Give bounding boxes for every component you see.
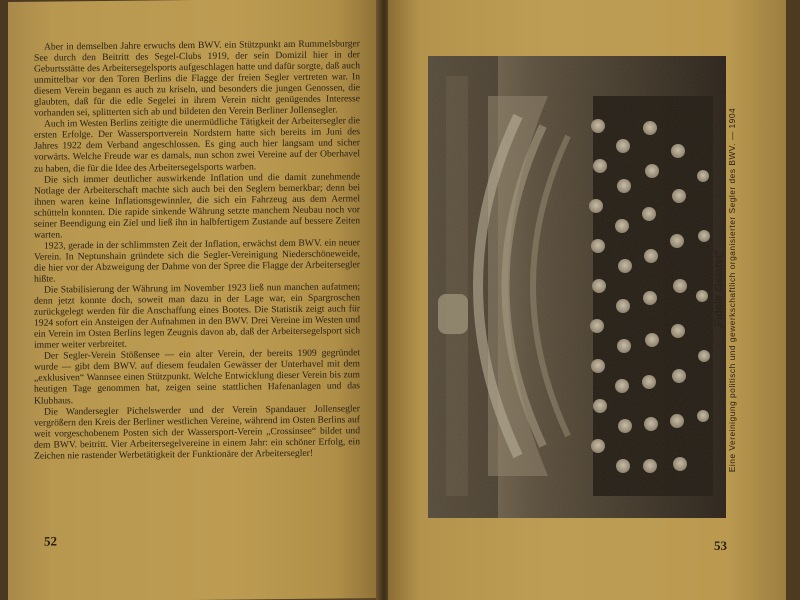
left-page xyxy=(8,0,380,600)
paragraph: Die sich immer deutlicher auswirkende Inflation und die damit zunehmende Notlage der Arbeiterschaft machte sich auch bei den Seglern bemerkbar; denn bei ihnen waren keine Inflationsgewinnler, die sich ein Fahrzeug aus dem Aermel schütteln konnten. Die rapide sinkende Währung setzte manchem Neubau noch vor seiner Beendigung ein Ziel und ließ ihn in halbfertigem Zustande auf bessere Zeiten warten. xyxy=(34,170,360,241)
paragraph: 1923, gerade in der schlimmsten Zeit der Inflation, erwächst dem BWV. ein neuer Verein. In Neptunshain gründete sich die Segler-Vereinigung Niederschöneweide, die hier vor der Abzweigung der Dahme von der Spree die Flagge der Arbeitersegler hißte. xyxy=(34,237,360,285)
paragraph: Die Wandersegler Pichelswerder und der Verein Spandauer Jollensegler vergrößern den Kreis der Berliner westlichen Vereine, während im Osten Berlins auf weit vorgeschobenem Posten sich der Wassersport-Verein „Crossinsee“ bildet und dem BWV. beitritt. Vier Arbeitersegelvereine in einem Jahr: ein schöner Erfolg, ein Zeichen nie rastender Werbetätigkeit der Funktionäre der Arbeitersegler! xyxy=(34,402,360,462)
photo-caption xyxy=(712,80,772,500)
group-photograph xyxy=(428,56,726,518)
paragraph: Die Stabilisierung der Währung im November 1923 ließ nun manchen aufatmen; denn jetzt konnte doch, soweit man dazu in der Lage war, ein Spargroschen zurückgelegt werden für die Anschaffung eines Bootes. Die Statistik zeigt auch für 1924 sofort ein Ansteigen der Aufnahmen in den BWV. Drei Vereine im Westen und ein Verein im Osten Berlins legen Zeugnis davon ab, daß der Arbeitersegelsport sich immer weiter verbreitet. xyxy=(34,281,360,351)
left-page-text xyxy=(34,38,360,461)
caption-subtitle: Eine Vereinigung politisch und gewerkschaftlich organisierter Segler des BWV. — 1904 xyxy=(727,107,737,473)
caption-title: „Fidele Geister“ xyxy=(713,249,725,331)
page-number: 52 xyxy=(44,533,57,549)
right-page xyxy=(388,0,786,600)
photo-image xyxy=(428,56,726,518)
paragraph: Aber in demselben Jahre erwuchs dem BWV. ein Stützpunkt am Rummelsburger See durch den Beitritt des Segel-Clubs 1919, der sein Domizil hier in der Geburtsstätte des Arbeitersegelsports aufgeschlagen hatte und dafür sorgte, daß auch unmittelbar vor den Toren Berlins die Flagge der freien Segler vertreten war. In diesem Verein begann es auch zu kriseln, und besonders die jungen Genossen, die glaubten, daß für die edle Segelei in ihrem Verein nicht genügendes Interesse vorhanden sei, splitterten sich ab und bildeten den Verein Berliner Jollensegler. xyxy=(34,38,360,119)
page-number: 53 xyxy=(714,538,727,553)
paragraph: Auch im Westen Berlins zeitigte die unermüdliche Tätigkeit der Arbeitersegler die ersten Erfolge. Der Wassersportverein Nordstern hatte sich bereits im Juni des Jahres 1922 dem Verband angeschlossen. Es ging auch hier langsam und sicher vorwärts. Welche Freude war es damals, nun schon zwei Vereine auf der Oberhavel zu haben, die für die Idee des Arbeitersegelsports warben. xyxy=(34,115,360,175)
paragraph: Der Segler-Verein Stößensee — ein alter Verein, der bereits 1909 gegründet wurde — gibt dem BWV. auf diesem feudalen Gewässer der Unterhavel mit dem „exklusiven“ Wannsee einen Stützpunkt. Welche Entwicklung dieser Verein bis zum heutigen Tage genommen hat, zeigen seine stattlichen Hafenanlagen und das Klubhaus. xyxy=(34,347,360,407)
